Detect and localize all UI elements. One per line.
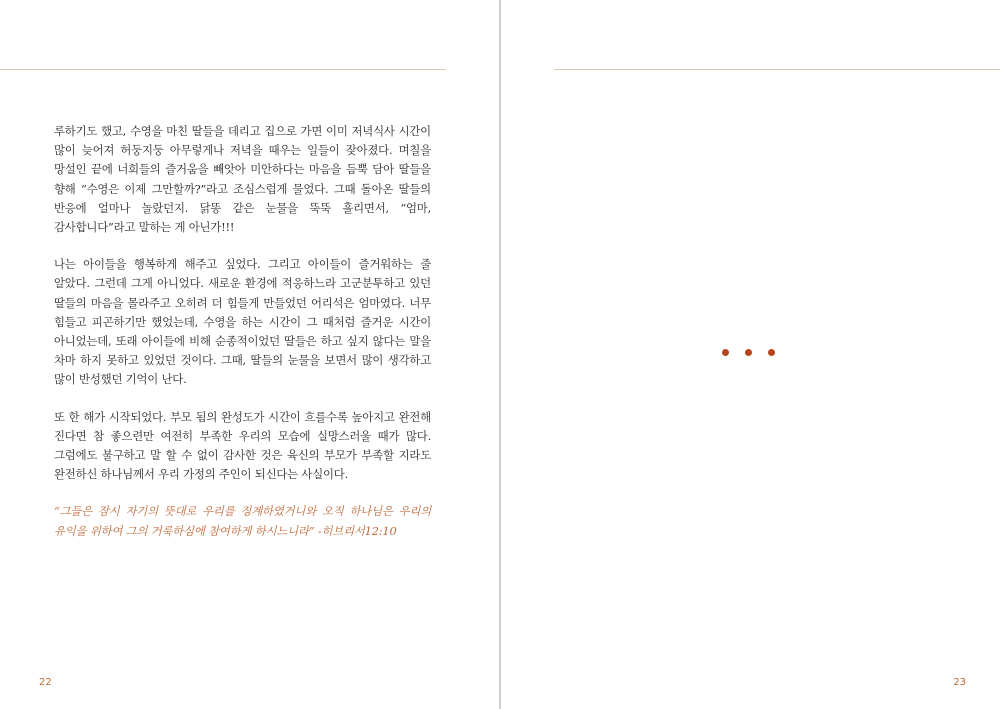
page-number: 22 xyxy=(39,677,52,688)
body-text xyxy=(54,122,431,559)
header-rule xyxy=(554,69,1000,70)
ornament-dots xyxy=(722,349,775,356)
page-number: 23 xyxy=(953,677,966,688)
ornament-dot xyxy=(745,349,752,356)
ornament-dot xyxy=(768,349,775,356)
header-rule xyxy=(0,69,446,70)
paragraph: 루하기도 했고, 수영을 마친 딸들을 데리고 집으로 가면 이미 저녁식사 시간이 많이 늦어져 허둥지둥 아무렇게나 저녁을 때우는 일들이 잦아졌다. 며칠을 망설인 끝에 너희들의 즐거움을 빼앗아 미안하다는 마음을 듬뿍 담아 딸들을 향해 “수영은 이제 그만할까?”라고 조심스럽게 물었다. 그때 돌아온 딸들의 반응에 얼마나 놀랐던지. 닭똥 같은 눈물을 뚝뚝 흘리면서, “엄마, 감사합니다”라고 말하는 게 아닌가!!! xyxy=(54,124,431,235)
paragraph: 나는 아이들을 행복하게 해주고 싶었다. 그리고 아이들이 즐거워하는 줄 알았다. 그런데 그게 아니었다. 새로운 환경에 적응하느라 고군분투하고 있던 딸들의 마음을 몰라주고 오히려 더 힘들게 만들었던 어리석은 엄마였다. 너무 힘들고 피곤하기만 했었는데, 수영을 하는 시간이 그 때처럼 즐거운 시간이 아니었는데, 또래 아이들에 비해 순종적이었던 딸들은 하고 싶지 않다는 말을 차마 하지 못하고 있었던 것이다. 그때, 딸들의 눈물을 보면서 많이 생각하고 많이 반성했던 기억이 난다. xyxy=(54,257,431,387)
paragraph: 또 한 해가 시작되었다. 부모 됨의 완성도가 시간이 흐를수록 높아지고 완전해 진다면 참 좋으련만 여전히 부족한 우리의 모습에 실망스러울 때가 많다. 그럼에도 불구하고 말 할 수 없이 감사한 것은 육신의 부모가 부족할 지라도 완전하신 하나님께서 우리 가정의 주인이 되신다는 사실이다. xyxy=(54,409,431,482)
right-page xyxy=(501,0,1000,709)
bible-quote: “그들은 잠시 자기의 뜻대로 우리를 징계하였거니와 오직 하나님은 우리의 유익을 위하여 그의 거룩하심에 참여하게 하시느니라” -히브리서12:10 xyxy=(54,504,431,538)
ornament-dot xyxy=(722,349,729,356)
